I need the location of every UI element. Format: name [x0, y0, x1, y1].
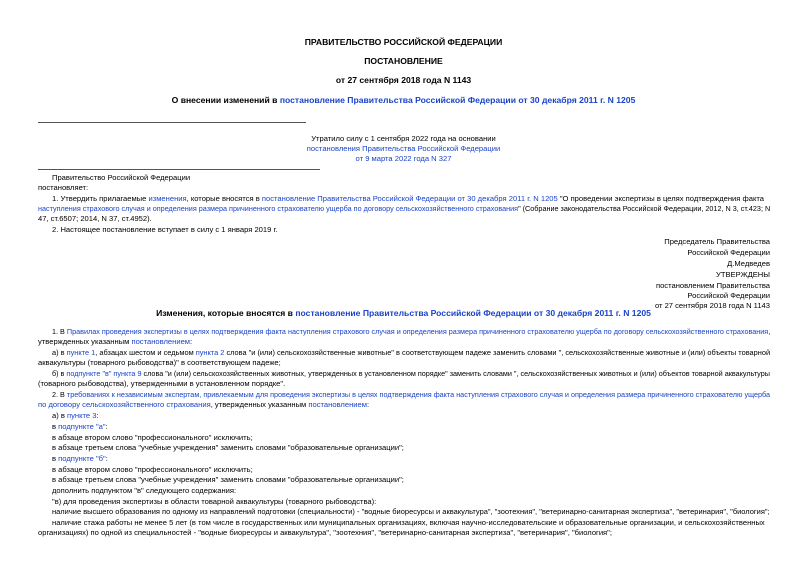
sub-a-line [52, 422, 108, 431]
item1-line3: 47, ст.6507; 2014, N 37, ст.4952). [38, 214, 152, 223]
p1a-link-point2[interactable]: пункта 2 [195, 348, 225, 357]
approved-date: от 27 сентября 2018 года N 1143 [654, 301, 770, 310]
void-notice-link-line1[interactable]: постановления Правительства Российской Федерации [306, 144, 501, 153]
p2-link-resolution[interactable]: постановлением [308, 400, 367, 409]
add-subpoint-v: дополнить подпунктом "в" следующего содержания: [52, 486, 237, 495]
item1-line2 [38, 204, 770, 213]
sub-a-item2: в абзаце третьем слова "учебные учреждения" заменить словами "образовательные организации"; [52, 443, 404, 452]
item1-line1 [52, 194, 764, 203]
sub-b-text-c: : [105, 454, 108, 463]
approved-line3: Российской Федерации [687, 291, 770, 300]
signature-name: Д.Медведев [727, 259, 770, 268]
p2-line2 [38, 400, 369, 409]
sub-b-text-a: в [52, 454, 59, 463]
preamble-line1: Правительство Российской Федерации [52, 173, 191, 182]
document-title [0, 96, 807, 105]
item1-text-c: , которые вносятся в [186, 194, 262, 203]
changes-title-text: Изменения, которые вносятся в [156, 308, 296, 318]
sub-a-item1: в абзаце втором слово "профессионального" исключить; [52, 433, 253, 442]
p1-text-c: , [768, 327, 771, 336]
p1b-text-a: б) в [52, 369, 67, 378]
void-notice-line1: Утратило силу с 1 сентября 2022 года на основании [311, 134, 496, 143]
signature-line1: Председатель Правительства [664, 237, 770, 246]
p1-line2 [38, 337, 192, 346]
document-date: от 27 сентября 2018 года N 1143 [335, 75, 472, 85]
p2a-line [52, 411, 99, 420]
sub-a-text-c: : [105, 422, 108, 431]
p1-line1 [52, 327, 770, 336]
item2-line: 2. Настоящее постановление вступает в силу с 1 января 2019 г. [52, 225, 278, 234]
item1-text-e: "О проведении экспертизы в целях подтверждения факта [557, 194, 765, 203]
sub-b-item1: в абзаце втором слово "профессионального" исключить; [52, 465, 253, 474]
sub-b-line [52, 454, 108, 463]
signature-line2: Российской Федерации [687, 248, 770, 257]
document-title-text: О внесении изменений в [171, 95, 280, 105]
item1-text-a: 1. Утвердить прилагаемые [52, 194, 149, 203]
p2-text-f: : [366, 400, 370, 409]
p2-text-d: , утвержденных указанным [210, 400, 309, 409]
sub-a-text-a: в [52, 422, 59, 431]
void-notice-link-line2[interactable]: от 9 марта 2022 года N 327 [355, 154, 452, 163]
divider-notice [38, 169, 320, 170]
sub-a-link[interactable]: подпункте "а" [58, 422, 106, 431]
p2a-text-a: а) в [52, 411, 68, 420]
p2a-link-point3[interactable]: пункте 3 [67, 411, 97, 420]
p1-link-resolution[interactable]: постановлением [131, 337, 191, 346]
v-line1: "в) для проведения экспертизы в области товарной аквакультуры (товарного рыбоводства): [52, 497, 377, 506]
preamble-line2: постановляет: [38, 183, 89, 192]
v-line4: организациях) по одной из специальностей - "водные биоресурсы и аквакультура", "зоотехния", "ветеринарно-санитарная экспертиза", "ветеринария", "биология"; [38, 528, 612, 537]
p1b-text-c: слова "и (или) сельскохозяйственных животных, утвержденных в установленном порядке" заменить словами ", сельскохозяйственных животных и (или) объектов товарной аквакультуры [141, 369, 770, 378]
p1a-link-point1[interactable]: пункте 1 [66, 348, 96, 357]
p2-link-requirements-cont[interactable]: по договору сельскохозяйственного страхования [38, 400, 211, 409]
p1b-line1 [52, 369, 770, 378]
p2-link-requirements[interactable]: требованиях к независимым экспертам, привлекаемым для проведения экспертизы в целях подтверждения факта наступления страхового случая и определения размера причиненного страхователю ущерба [66, 390, 770, 399]
p1-text-f: : [190, 337, 193, 346]
p1-link-rules[interactable]: Правилах проведения экспертизы в целях подтверждения факта наступления страхового случая и определения размера причиненного страхователю ущерба по договору сельскохозяйственного страхования [66, 327, 769, 336]
p1a-text-e: слова "и (или) сельскохозяйственные животные" в соответствующем падеже заменить словами ", сельскохозяйственные животные и (или) объекты товарной [224, 348, 771, 357]
p1a-text-c: , абзацах шестом и седьмом [95, 348, 196, 357]
p2-text-a: 2. В [52, 390, 67, 399]
sub-b-link[interactable]: подпункте "б" [58, 454, 106, 463]
p2a-text-c: : [96, 411, 99, 420]
p1a-text-a: а) в [52, 348, 67, 357]
item1-link-changes[interactable]: изменения [148, 194, 187, 203]
v-line2: наличие высшего образования по одному из направлений подготовки (специальности) - "водные биоресурсы и аквакультура", "зоотехния", "ветеринарно-санитарная экспертиза", "ветеринария", "биология"; [52, 507, 770, 516]
changes-title [0, 309, 807, 318]
p1a-line1 [52, 348, 770, 357]
government-heading: ПРАВИТЕЛЬСТВО РОССИЙСКОЙ ФЕДЕРАЦИИ [304, 37, 503, 47]
p1b-line2: (товарного рыбоводства), утвержденными в установленном порядке". [38, 379, 286, 388]
changes-title-link[interactable]: постановление Правительства Российской Федерации от 30 декабря 2011 г. N 1205 [295, 308, 651, 318]
title-link[interactable]: постановление Правительства Российской Федерации от 30 декабря 2011 г. N 1205 [279, 95, 636, 105]
p1b-link-subpoint[interactable]: подпункте "в" пункта 9 [66, 369, 142, 378]
item1-link-resolution[interactable]: постановление Правительства Российской Федерации от 30 декабря 2011 г. N 1205 [261, 194, 558, 203]
item1-link-title[interactable]: наступления страхового случая и определения размера причиненного страхователю ущерба по договору сельскохозяйственного страхования [38, 204, 519, 213]
p1a-line2: аквакультуры (товарного рыбоводства)" в соответствующем падеже; [38, 358, 281, 367]
approved-line2: постановлением Правительства [655, 281, 770, 290]
sub-b-item2: в абзаце третьем слова "учебные учреждения" заменить словами "образовательные организации"; [52, 475, 404, 484]
p1-text-d: утвержденных указанным [38, 337, 132, 346]
approved-label: УТВЕРЖДЕНЫ [716, 270, 770, 279]
p1-text-a: 1. В [52, 327, 67, 336]
v-line3: наличие стажа работы не менее 5 лет (в том числе в государственных или муниципальных организациях, включая научно-исследовательские и образовательные организации, и сельскохозяйственных [52, 518, 765, 527]
document-type: ПОСТАНОВЛЕНИЕ [364, 56, 443, 66]
item1-text-g: " (Собрание законодательства Российской Федерации, 2012, N 3, ст.423; N [518, 204, 771, 213]
divider-top [38, 122, 306, 123]
p2-line1 [52, 390, 770, 399]
